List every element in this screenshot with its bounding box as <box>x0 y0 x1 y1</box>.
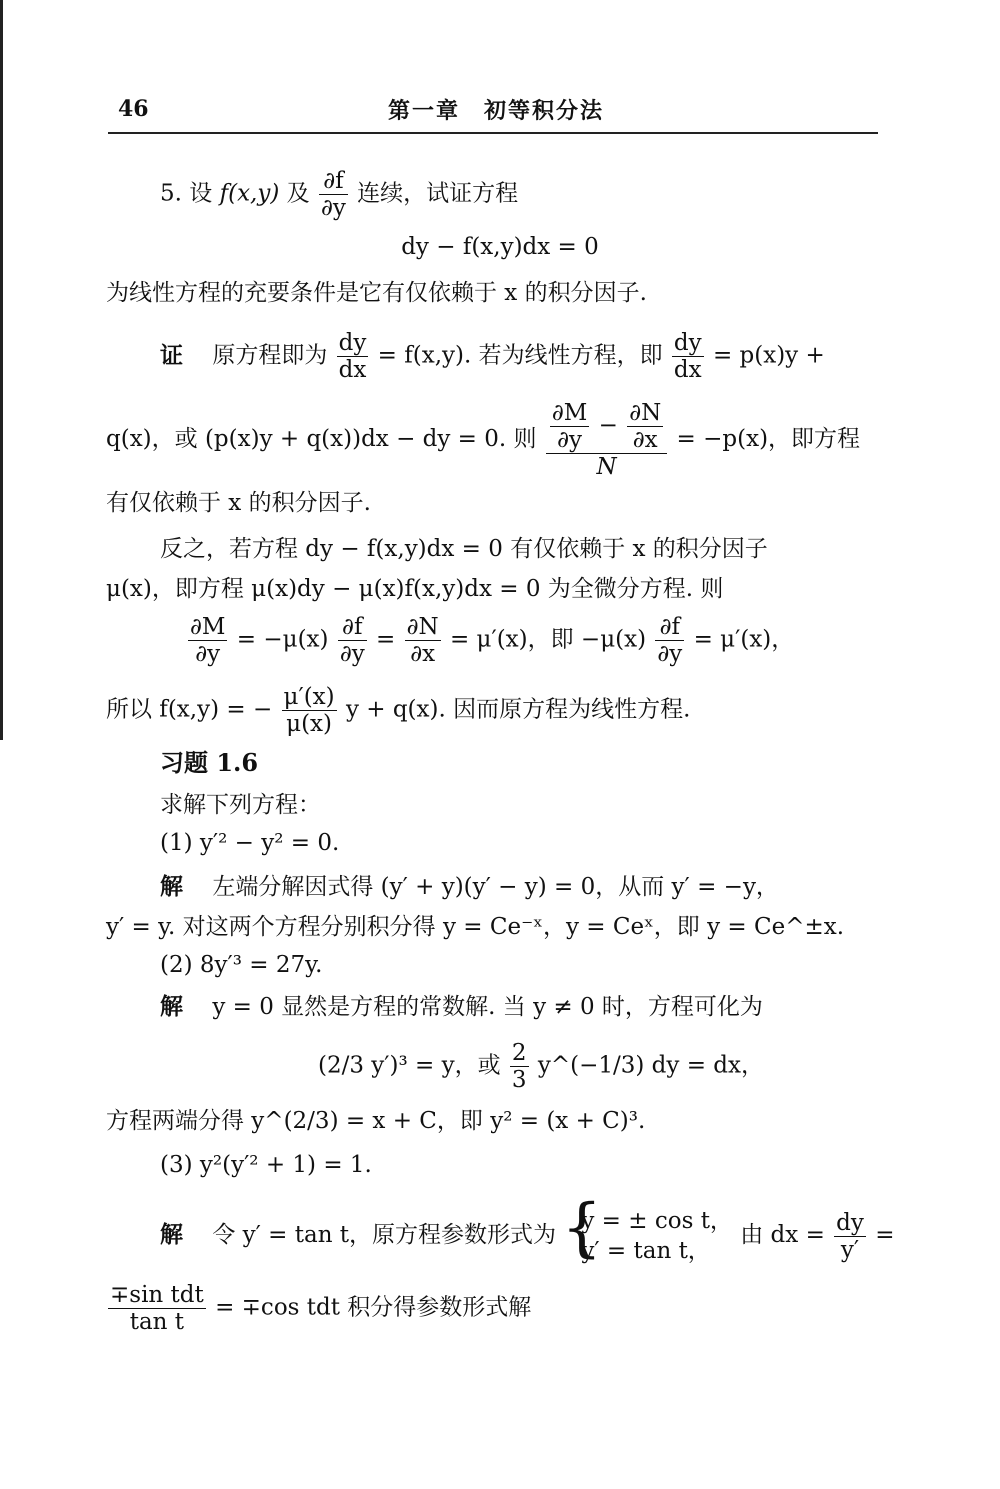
fraction-denominator: ∂x <box>632 427 658 453</box>
integrating-factor-fraction <box>546 400 667 480</box>
fraction-numerator: ∂N <box>629 400 662 426</box>
solution-2-line-2: 方程两端分得 y^(2/3) = x + C，即 y² = (x + C)³. <box>106 1108 646 1134</box>
fraction-denominator: ∂y <box>195 641 221 667</box>
item-equation: 8y′³ = 27y. <box>199 952 323 978</box>
proof-line-2 <box>106 400 860 480</box>
exercise-title: 习题 1.6 <box>160 748 259 777</box>
exercise-item-3 <box>160 1150 372 1180</box>
fraction-denominator: dx <box>338 357 367 383</box>
proof-text: = <box>376 626 396 653</box>
partial-f-partial-y <box>319 168 348 221</box>
problem-5-conclusion: 为线性方程的充要条件是它有仅依赖于 x 的积分因子. <box>106 280 647 306</box>
conjunction: 及 <box>286 180 310 207</box>
fraction-denominator: N <box>596 454 617 480</box>
mu-ratio-fraction <box>282 684 337 737</box>
partial-M-partial-y <box>188 614 227 667</box>
item-equation: y′² − y² = 0. <box>199 830 340 856</box>
partial-N-partial-x <box>627 400 663 453</box>
solution-3-line-1 <box>160 1206 894 1266</box>
running-head: 第一章 初等积分法 <box>388 98 605 124</box>
fraction-denominator: ∂y <box>657 641 683 667</box>
statement-text: 连续，试证方程 <box>357 180 519 207</box>
proof-line-3: 有仅依赖于 x 的积分因子. <box>106 490 371 516</box>
partial-f-partial-y <box>338 614 367 667</box>
fraction-numerator: ∂f <box>655 614 684 641</box>
fraction-numerator: ∂N <box>406 614 439 640</box>
proof-line-4: 反之，若方程 dy − f(x,y)dx = 0 有仅依赖于 x 的积分因子 <box>160 536 768 562</box>
solution-1-line-1 <box>160 872 779 902</box>
dy-dx-fraction <box>672 330 704 383</box>
fraction-numerator: ∂f <box>319 168 348 195</box>
proof-line-1 <box>160 330 825 383</box>
fraction-numerator: dy <box>836 1209 864 1236</box>
parametric-system <box>563 1206 733 1266</box>
solution-text: 由 dx = <box>740 1222 825 1248</box>
fraction-denominator: dx <box>673 357 702 383</box>
exercise-instruction: 求解下列方程： <box>160 792 321 818</box>
proof-line-6 <box>186 614 794 667</box>
item-number: (1) <box>160 830 193 856</box>
display-equation: y^(−1/3) dy = dx， <box>537 1052 764 1079</box>
proof-text: = p(x)y + <box>712 342 825 369</box>
solution-label: 解 <box>160 873 183 900</box>
display-equation: (2/3 y′)³ = y，或 <box>318 1052 501 1079</box>
dy-dx-fraction <box>337 330 369 383</box>
problem-number: 5. 设 <box>160 180 213 207</box>
item-number: (3) <box>160 1152 193 1178</box>
dy-over-yprime-fraction <box>834 1210 866 1263</box>
proof-text: y + q(x). 因而原方程为线性方程. <box>345 696 691 723</box>
fraction-numerator: 2 <box>511 1040 527 1066</box>
partial-M-partial-y <box>550 400 589 453</box>
solution-text: 令 y′ = tan t，原方程参数形式为 <box>212 1222 557 1248</box>
scan-edge-line <box>0 0 3 740</box>
proof-text: = μ′(x)，即 −μ(x) <box>449 626 647 653</box>
fraction-numerator: dy <box>673 330 702 356</box>
solution-2-display <box>318 1040 764 1093</box>
proof-text: = μ′(x)， <box>693 626 795 653</box>
sin-over-tan-fraction <box>108 1282 206 1335</box>
fraction-numerator <box>546 400 667 454</box>
partial-f-partial-y <box>655 614 684 667</box>
fraction-numerator: ∂M <box>190 614 226 640</box>
two-thirds-fraction <box>510 1040 529 1093</box>
proof-text: 所以 f(x,y) = − <box>106 696 273 723</box>
exercise-item-2 <box>160 950 322 980</box>
fraction-numerator: ∂M <box>551 400 588 426</box>
minus-sign: − <box>598 412 618 439</box>
fraction-denominator: ∂y <box>339 641 365 667</box>
item-number: (2) <box>160 952 193 978</box>
function-f: f(x,y) <box>219 180 280 207</box>
fraction-denominator: μ(x) <box>286 711 333 737</box>
proof-text: = −μ(x) <box>236 626 329 653</box>
solution-text: y = 0 显然是方程的常数解. 当 y ≠ 0 时，方程可化为 <box>212 994 763 1020</box>
proof-text: 原方程即为 <box>212 342 328 369</box>
solution-3-line-2 <box>106 1282 531 1335</box>
fraction-denominator: 3 <box>511 1067 527 1093</box>
fraction-denominator: ∂y <box>320 195 346 221</box>
fraction-numerator: dy <box>338 330 367 356</box>
solution-label: 解 <box>160 993 183 1020</box>
solution-2-line-1 <box>160 992 763 1022</box>
solution-label: 解 <box>160 1221 183 1248</box>
proof-text: = f(x,y). 若为线性方程，即 <box>377 342 663 369</box>
system-row: { y = ± cos t， <box>581 1208 733 1234</box>
problem-5-equation: dy − f(x,y)dx = 0 <box>401 234 599 260</box>
fraction-numerator: ∂f <box>338 614 367 641</box>
proof-label: 证 <box>160 341 183 369</box>
proof-text: = −p(x)，即方程 <box>676 426 861 452</box>
system-row: y′ = tan t， <box>581 1238 711 1264</box>
item-equation: y²(y′² + 1) = 1. <box>199 1152 372 1178</box>
solution-text: = <box>875 1222 895 1248</box>
fraction-denominator: ∂y <box>557 427 583 453</box>
fraction-denominator: ∂x <box>410 641 436 667</box>
solution-text: = ∓cos tdt 积分得参数形式解 <box>215 1294 532 1321</box>
partial-N-partial-x <box>405 614 441 667</box>
header-divider <box>108 132 878 134</box>
exercise-item-1 <box>160 828 339 858</box>
proof-text: q(x)，或 (p(x)y + q(x))dx − dy = 0. 则 <box>106 426 537 452</box>
fraction-numerator: ∓sin tdt <box>110 1282 204 1308</box>
fraction-denominator: y′ <box>840 1236 860 1263</box>
proof-line-7 <box>106 684 690 737</box>
page-header <box>108 92 878 128</box>
page-number: 46 <box>118 96 149 122</box>
solution-text: 左端分解因式得 (y′ + y)(y′ − y) = 0，从而 y′ = −y， <box>212 874 779 900</box>
solution-1-line-2: y′ = y. 对这两个方程分别积分得 y = Ce⁻ˣ，y = Ceˣ，即 y = Ce^±x. <box>106 914 845 940</box>
fraction-denominator: tan t <box>129 1309 185 1335</box>
proof-line-5: μ(x)，即方程 μ(x)dy − μ(x)f(x,y)dx = 0 为全微分方程. 则 <box>106 576 724 602</box>
problem-5-statement <box>160 168 518 221</box>
fraction-numerator: μ′(x) <box>283 684 335 710</box>
